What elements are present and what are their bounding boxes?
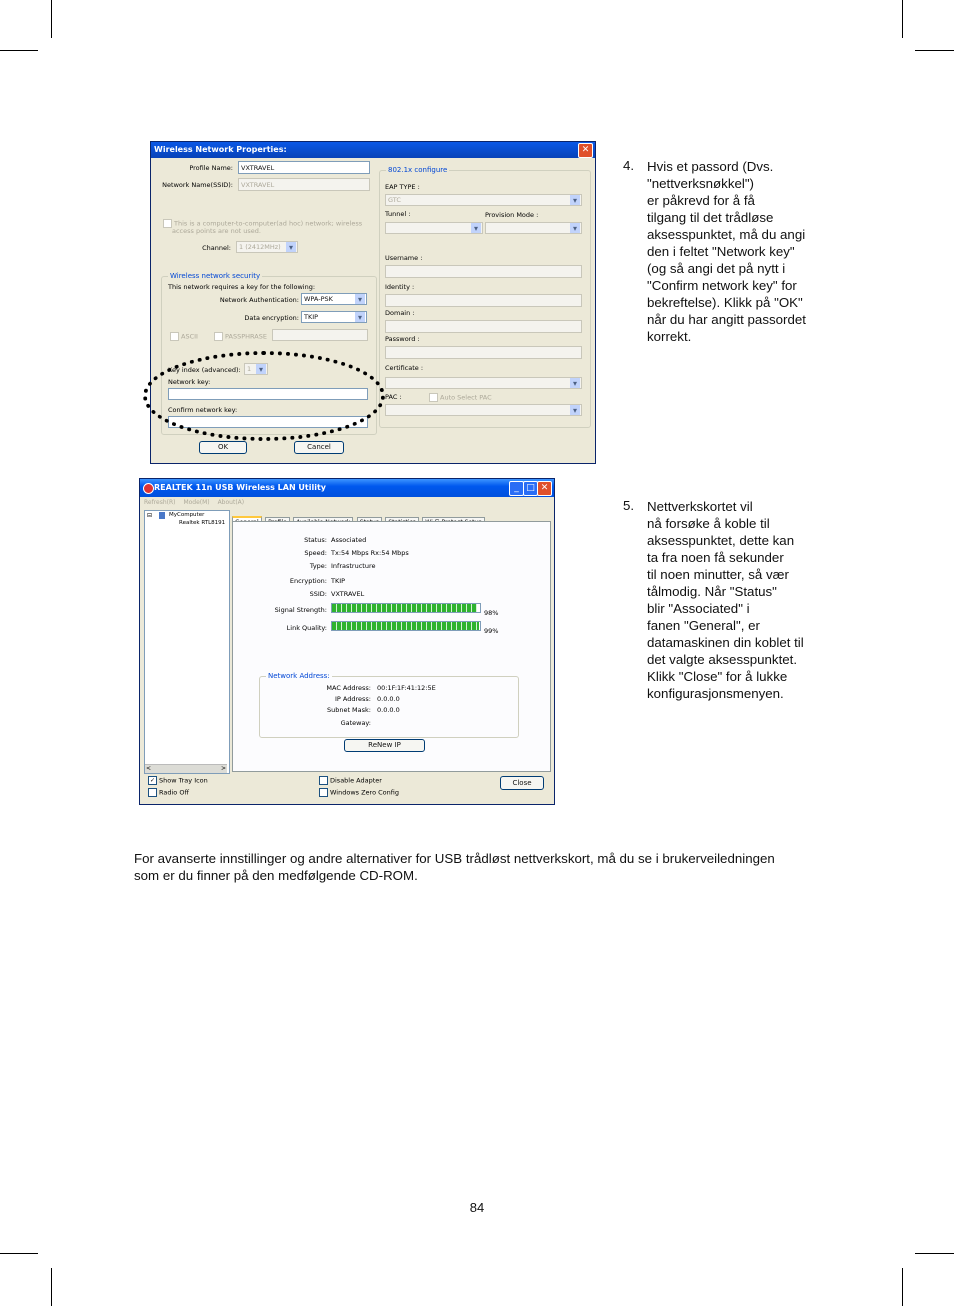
text-line: konfigurasjonsmenyen. [647,686,784,701]
text-line: nå forsøke å koble til [647,516,770,531]
auto-pac-checkbox[interactable]: Auto Select PAC [429,393,492,402]
link-quality-value: 99% [484,627,499,635]
ip-value: 0.0.0.0 [377,695,400,703]
status-label: Status: [304,536,327,544]
passphrase-input[interactable] [272,329,368,341]
highlight-ellipse [143,351,385,441]
crop-mark [902,1268,903,1306]
profile-name-label: Profile Name: [189,164,233,172]
username-label: Username : [385,254,423,262]
username-input[interactable] [385,265,582,278]
text-line: "nettverksnøkkel") [647,176,754,191]
eap-type-select[interactable]: GTC ▾ [385,194,582,206]
text-line: den i feltet "Network key" [647,244,795,259]
crop-mark [51,1268,52,1306]
maximize-icon[interactable]: □ [523,481,538,496]
show-tray-icon-checkbox[interactable]: ✓ Show Tray Icon [149,776,208,785]
realtek-utility-window [139,478,555,805]
crop-mark [915,50,954,51]
type-label: Type: [309,562,327,570]
signal-strength-bar [331,603,481,613]
close-button[interactable]: Close [500,776,544,790]
domain-label: Domain : [385,309,415,317]
cancel-button[interactable]: Cancel [294,441,344,454]
crop-mark [902,0,903,38]
identity-input[interactable] [385,294,582,307]
channel-select[interactable]: 1 (2412MHz) ▾ [236,241,298,253]
adhoc-label-2: access points are not used. [172,227,261,235]
certificate-label: Certificate : [385,364,424,372]
encryption-select[interactable]: TKIP ▾ [301,311,367,323]
text-line: bekreftelse). Klikk på "OK" [647,295,803,310]
encryption-value: TKIP [331,577,346,585]
encryption-label: Data encryption: [244,314,299,322]
pac-select[interactable] [385,404,582,416]
text-line: aksesspunktet, dette kan [647,533,795,548]
window-title: REALTEK 11n USB Wireless LAN Utility [140,479,554,497]
key-index-label: Key index (advanced): [168,366,241,374]
tree-expander-icon[interactable]: ⊟ [147,512,153,519]
confirm-key-label: Confirm network key: [168,406,238,414]
password-label: Password : [385,335,420,343]
text-line: (og så angi det på nytt i [647,261,786,276]
key-index-select[interactable]: 1 ▾ [244,363,268,375]
menu-refresh[interactable]: Refresh(R) [144,499,176,506]
text-line: er påkrevd for å få [647,193,755,208]
app-icon [143,483,154,494]
network-key-label: Network key: [168,378,211,386]
general-panel [232,521,551,772]
crop-mark [0,1253,38,1254]
ascii-checkbox[interactable]: ASCII [170,332,198,341]
text-line: blir "Associated" i [647,601,750,616]
renew-ip-button[interactable]: ReNew IP [344,739,425,752]
radio-off-checkbox[interactable]: Radio Off [148,788,189,797]
windows-zero-config-checkbox[interactable]: Windows Zero Config [319,788,399,797]
provision-mode-label: Provision Mode : [485,211,539,219]
dialog-title: Wireless Network Properties: [151,142,595,158]
step-4-number: 4. [623,158,635,173]
crop-mark [51,0,52,38]
mac-value: 00:1F:1F:41:12:5E [377,684,436,692]
text-line: korrekt. [647,329,692,344]
dot1x-group-title: 802.1x configure [388,166,448,174]
eap-type-label: EAP TYPE : [385,183,420,191]
page-number: 84 [469,1200,485,1215]
step-5-number: 5. [623,498,635,513]
auth-label: Network Authentication: [219,296,299,304]
channel-label: Channel: [202,244,231,252]
text-line: Nettverkskortet vil [647,499,753,514]
link-quality-bar [331,621,481,631]
disable-adapter-checkbox[interactable]: Disable Adapter [319,776,382,785]
password-input[interactable] [385,346,582,359]
ssid-label: SSID: [309,590,327,598]
domain-input[interactable] [385,320,582,333]
text-line: tålmodig. Når "Status" [647,584,777,599]
menu-mode[interactable]: Mode(M) [183,499,210,506]
text-line: "Confirm network key" for [647,278,797,293]
minimize-icon[interactable]: _ [509,481,524,496]
subnet-label: Subnet Mask: [326,706,371,714]
mac-label: MAC Address: [326,684,371,692]
menu-bar [140,497,554,508]
identity-label: Identity : [385,283,415,291]
ok-button[interactable]: OK [199,441,247,454]
encryption-label: Encryption: [289,577,327,585]
text-line: Klikk "Close" for å lukke [647,669,788,684]
close-icon[interactable]: ✕ [578,143,593,158]
text-line: ta fra noen få sekunder [647,550,784,565]
profile-name-input[interactable]: VXTRAVEL [238,161,370,174]
tunnel-label: Tunnel : [385,210,411,218]
adhoc-checkbox[interactable]: This is a computer-to-computer(ad hoc) network; wireless [163,219,362,228]
tunnel-select[interactable] [385,222,483,234]
text-line: tilgang til det trådløse [647,210,774,225]
gateway-label: Gateway: [340,719,371,727]
text-line: når du har angitt passordet [647,312,806,327]
close-icon[interactable]: ✕ [537,481,552,496]
tree-item-mycomputer[interactable]: MyComputer [169,512,205,518]
ssid-input[interactable]: VXTRAVEL [238,178,370,191]
signal-strength-label: Signal Strength: [274,606,327,614]
speed-label: Speed: [304,549,327,557]
step-4-text [647,158,806,345]
auth-select[interactable]: WPA-PSK ▾ [301,293,367,305]
text-line: Hvis et passord (Dvs. [647,159,774,174]
text-line: fanen "General", er [647,618,760,633]
tree-scrollbar[interactable] [145,764,227,773]
signal-strength-value: 98% [484,609,499,617]
provision-mode-select[interactable] [485,222,582,234]
speed-value: Tx:54 Mbps Rx:54 Mbps [331,549,409,557]
footer-text-line-1: For avanserte innstillinger og andre alternativer for USB trådløst nettverkskort, må du se i brukerveiledningen [134,851,775,866]
ssid-label: Network Name(SSID): [162,181,233,189]
pac-label: PAC : [385,393,402,401]
passphrase-checkbox[interactable]: PASSPHRASE [214,332,267,341]
scroll-right-icon[interactable]: > [220,765,226,772]
tree-item-adapter[interactable]: Realtek RTL8191 [179,520,226,526]
menu-about[interactable]: About(A) [217,499,245,506]
link-quality-label: Link Quality: [286,624,327,632]
text-line: aksesspunktet, må du angi [647,227,806,242]
step-5-text [647,498,804,702]
certificate-select[interactable] [385,377,582,389]
status-value: Associated [331,536,367,544]
ssid-value: VXTRAVEL [331,590,365,598]
security-group-title: Wireless network security [170,272,261,280]
crop-mark [915,1253,954,1254]
ip-label: IP Address: [335,695,371,703]
security-intro: This network requires a key for the following: [168,283,316,291]
device-tree [144,510,230,774]
crop-mark [0,50,38,51]
text-line: til noen minutter, så vær [647,567,789,582]
footer-text-line-2: som er du finner på den medfølgende CD-ROM. [134,868,418,883]
scroll-left-icon[interactable]: < [146,765,152,772]
text-line: det valgte aksesspunktet. [647,652,798,667]
subnet-value: 0.0.0.0 [377,706,400,714]
type-value: Infrastructure [331,562,376,570]
text-line: datamaskinen din koblet til [647,635,804,650]
computer-icon [159,512,165,519]
network-address-title: Network Address: [268,672,330,680]
